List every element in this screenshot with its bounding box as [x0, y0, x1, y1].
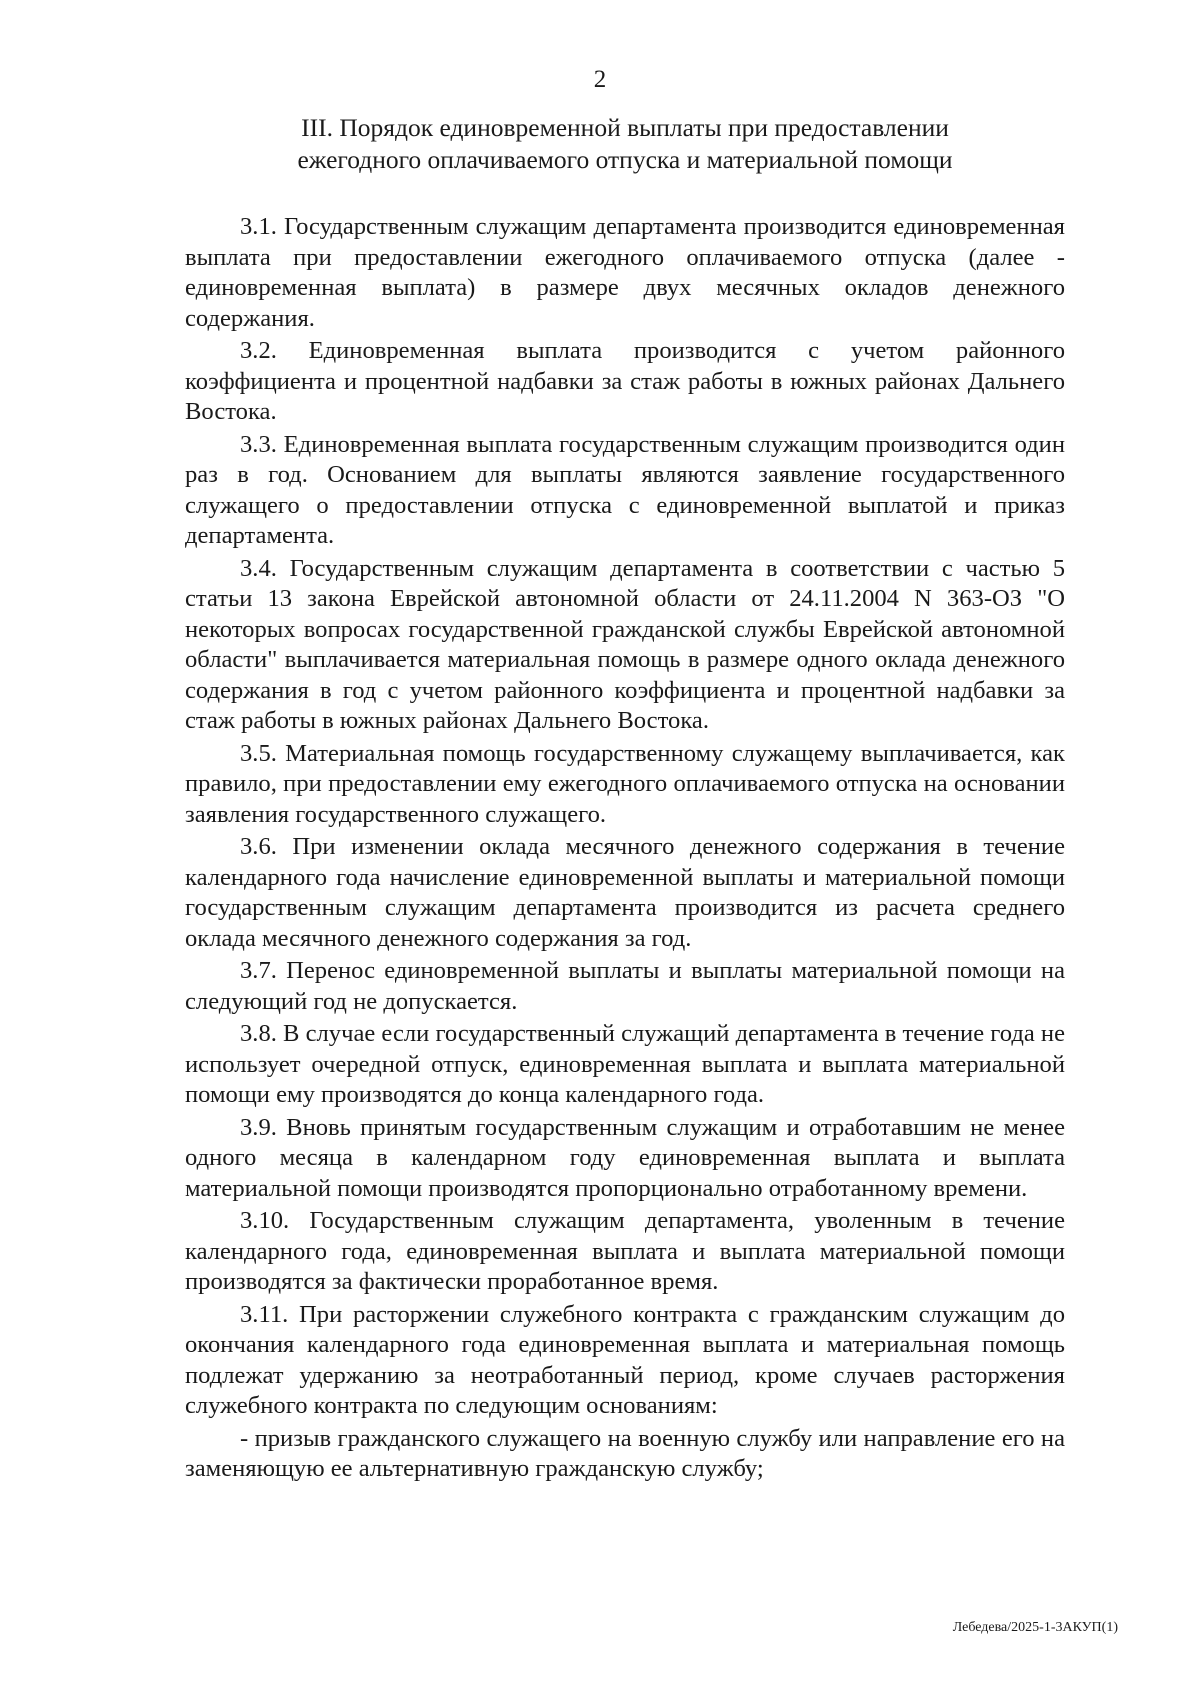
paragraph-3-2: 3.2. Единовременная выплата производится с учетом районного коэффициента и процентной надбавки за стаж работы в южных районах Дальнего Востока.	[185, 337, 1065, 425]
section-heading	[185, 112, 1065, 176]
paragraph-3-4: 3.4. Государственным служащим департамента в соответствии с частью 5 статьи 13 закона Еврейской автономной области от 24.11.2004 N 363-ОЗ "О некоторых вопросах государственной гражданской службы Еврейской автономной области" выплачивается материальная помощь в размере одного оклада денежного содержания в год с учетом районного коэффициента и процентной надбавки за стаж работы в южных районах Дальнего Востока.	[185, 554, 1065, 734]
paragraph-3-8: 3.8. В случае если государственный служащий департамента в течение года не использует очередной отпуск, единовременная выплата и выплата материальной помощи ему производятся до конца календарного года.	[185, 1020, 1065, 1108]
document-footer-code: Лебедева/2025-1-3АКУП(1)	[952, 1620, 1118, 1635]
paragraph-3-9: 3.9. Вновь принятым государственным служащим и отработавшим не менее одного месяца в календарном году единовременная выплата и выплата материальной помощи производятся пропорционально отработанному времени.	[185, 1113, 1065, 1202]
document-body	[185, 212, 1065, 1487]
paragraph-3-7: 3.7. Перенос единовременной выплаты и выплаты материальной помощи на следующий год не допускается.	[185, 957, 1065, 1015]
paragraph-3-3: 3.3. Единовременная выплата государственным служащим производится один раз в год. Основанием для выплаты являются заявление государственного служащего о предоставлении отпуска с единовременной выплатой и приказ департамента.	[185, 430, 1065, 549]
section-heading-line-1: III. Порядок единовременной выплаты при предоставлении	[301, 113, 949, 142]
paragraph-3-10: 3.10. Государственным служащим департамента, уволенным в течение календарного года, единовременная выплата и выплата материальной помощи производятся за фактически проработанное время.	[185, 1207, 1065, 1295]
section-heading-line-2: ежегодного оплачиваемого отпуска и материальной помощи	[297, 145, 953, 174]
page-number: 2	[593, 66, 607, 93]
paragraph-3-5: 3.5. Материальная помощь государственному служащему выплачивается, как правило, при предоставлении ему ежегодного оплачиваемого отпуска на основании заявления государственного служащего.	[185, 739, 1065, 828]
paragraph-3-6: 3.6. При изменении оклада месячного денежного содержания в течение календарного года начисление единовременной выплаты и материальной помощи государственным служащим департамента производится из расчета среднего оклада месячного денежного содержания за год.	[185, 833, 1065, 952]
list-item: - призыв гражданского служащего на военную службу или направление его на заменяющую ее альтернативную гражданскую службу;	[185, 1424, 1065, 1482]
paragraph-3-1: 3.1. Государственным служащим департамента производится единовременная выплата при предоставлении ежегодного оплачиваемого отпуска (далее - единовременная выплата) в размере двух месячных окладов денежного содержания.	[185, 213, 1065, 332]
paragraph-3-11: 3.11. При расторжении служебного контракта с гражданским служащим до окончания календарного года единовременная выплата и материальная помощь подлежат удержанию за неотработанный период, кроме случаев расторжения служебного контракта по следующим основаниям:	[185, 1300, 1065, 1419]
